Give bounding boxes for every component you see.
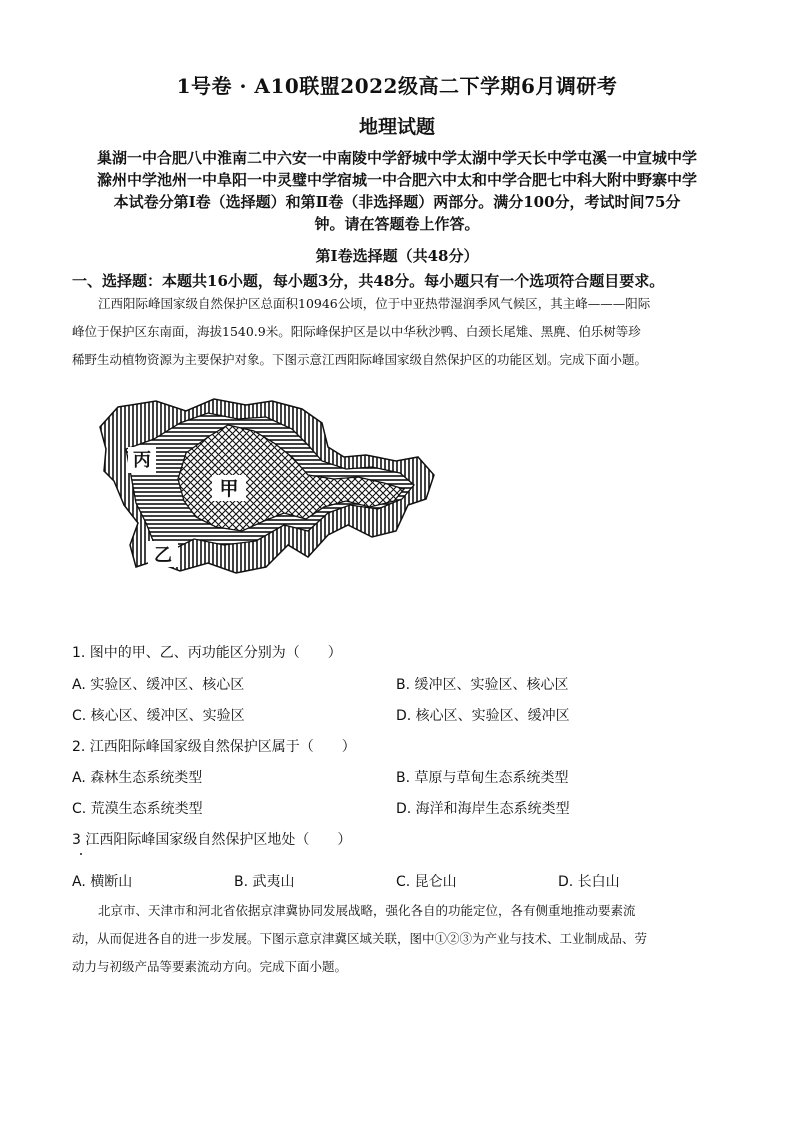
passage-2 [72, 897, 720, 981]
question-2-option-d: D. 海洋和海岸生态系统类型 [396, 801, 570, 817]
passage-2-line-2: 动，从而促进各自的进一步发展。下图示意京津冀区域关联，图中①②③为产业与技术、工业制成品、劳 [72, 931, 648, 946]
question-2-option-c: C. 荒漠生态系统类型 [72, 801, 203, 817]
instructions-line-2: 钟。请在答题卷上作答。 [314, 215, 480, 233]
question-3-option-d: D. 长白山 [558, 874, 620, 890]
school-line-2: 滁州中学池州一中阜阳一中灵璧中学宿城一中合肥六中太和中学合肥七中科大附中野寨中学 [96, 171, 697, 189]
reserve-zoning-map [96, 395, 436, 575]
question-2-option-a: A. 森林生态系统类型 [72, 770, 203, 786]
question-1-option-c: C. 核心区、缓冲区、实验区 [72, 708, 245, 724]
passage-1-line-2: 峰位于保护区东南面，海拔1540.9米。阳际峰保护区是以中华秋沙鸭、白颈长尾雉、黑麂、伯乐树等珍 [72, 324, 641, 339]
question-3-option-a: A. 横断山 [72, 874, 133, 890]
exam-subtitle: 地理试题 [358, 116, 435, 138]
question-1-option-b: B. 缓冲区、实验区、核心区 [396, 677, 569, 693]
question-1-option-d: D. 核心区、实验区、缓冲区 [396, 708, 570, 724]
stray-dot [80, 853, 82, 855]
passage-2-line-1: 北京市、天津市和河北省依据京津冀协同发展战略，强化各自的功能定位，各有侧重地推动要素流 [98, 903, 636, 918]
passage-1-line-1: 江西阳际峰国家级自然保护区总面积10946公顷，位于中亚热带湿润季风气候区，其主峰———阳际 [98, 296, 651, 311]
school-list [60, 147, 734, 235]
passage-1 [72, 290, 720, 374]
passage-2-line-3: 动力与初级产品等要素流动方向。完成下面小题。 [72, 959, 348, 974]
exam-title: 1号卷 · A10联盟2022级高二下学期6月调研考 [176, 74, 618, 98]
passage-1-line-3: 稀野生动植物资源为主要保护对象。下图示意江西阳际峰国家级自然保护区的功能区划。完成下面小题。 [72, 352, 648, 367]
map-label-yi: 乙 [154, 545, 172, 566]
question-1-option-a: A. 实验区、缓冲区、核心区 [72, 677, 245, 693]
instructions-line-1: 本试卷分第Ⅰ卷（选择题）和第Ⅱ卷（非选择题）两部分。满分100分，考试时间75分 [113, 193, 681, 211]
question-1-stem: 1. 图中的甲、乙、丙功能区分别为（ ） [72, 645, 342, 661]
map-label-bing: 丙 [133, 450, 151, 471]
question-3-option-b: B. 武夷山 [234, 874, 295, 890]
question-3-stem: 3 江西阳际峰国家级自然保护区地处（ ） [72, 832, 352, 848]
school-line-1: 巢湖一中合肥八中淮南二中六安一中南陵中学舒城中学太湖中学天长中学屯溪一中宣城中学 [96, 149, 697, 167]
question-2-option-b: B. 草原与草甸生态系统类型 [396, 770, 569, 786]
map-label-jia: 甲 [219, 478, 239, 500]
section-heading: 第Ⅰ卷选择题（共48分） [315, 247, 479, 265]
question-2-stem: 2. 江西阳际峰国家级自然保护区属于（ ） [72, 739, 356, 755]
question-3-option-c: C. 昆仑山 [396, 874, 457, 890]
part-one-heading: 一、选择题：本题共16小题，每小题3分，共48分。每小题只有一个选项符合题目要求。 [72, 272, 665, 290]
